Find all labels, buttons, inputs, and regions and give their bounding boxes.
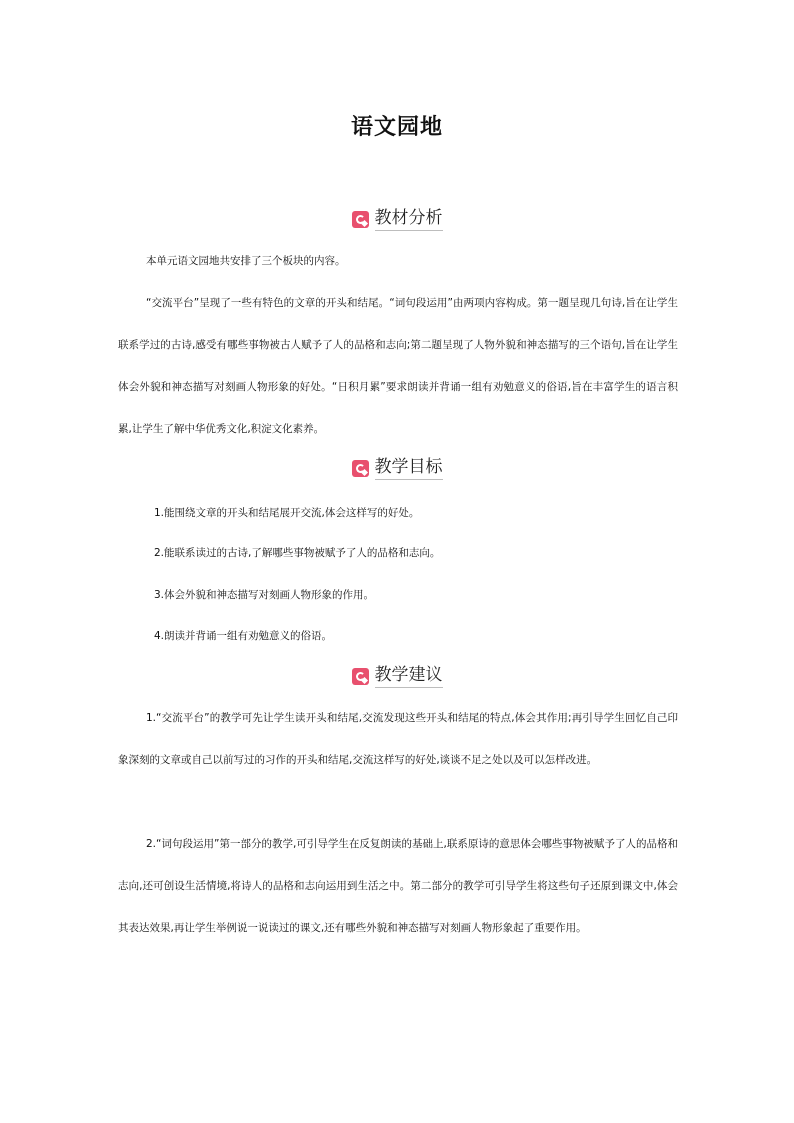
- goal-item-1: 1.能围绕文章的开头和结尾展开交流,体会这样写的好处。: [154, 507, 420, 519]
- goal-item-2: 2.能联系读过的古诗,了解哪些事物被赋予了人的品格和志向。: [154, 547, 441, 559]
- suggestion-paragraph-1: 1.“交流平台”的教学可先让学生读开头和结尾,交流发现这些开头和结尾的特点,体会其作用;再引导学生回忆自己印象深刻的文章或自己以前写过的习作的开头和结尾,交流这样写的好处,谈谈不足之处以及可以怎样改进。: [118, 712, 678, 766]
- section-header-goals: [0, 457, 794, 483]
- section-badge-icon: [352, 668, 369, 685]
- suggestion-paragraph-2: 2.“词句段运用”第一部分的教学,可引导学生在反复朗读的基础上,联系原诗的意思体会哪些事物被赋予了人的品格和志向,还可创设生活情境,将诗人的品格和志向运用到生活之中。第二部分的教学可引导学生将这些句子还原到课文中,体会其表达效果,再让学生举例说一说读过的课文,还有哪些外貌和神态描写对刻画人物形象起了重要作用。: [118, 838, 678, 934]
- page-title: 语文园地: [350, 114, 443, 140]
- goal-item-4: 4.朗读并背诵一组有劝勉意义的俗语。: [154, 630, 333, 642]
- goal-item-3: 3.体会外貌和神态描写对刻画人物形象的作用。: [154, 589, 375, 601]
- section-badge-icon: [352, 211, 369, 228]
- analysis-paragraph-1: 本单元语文园地共安排了三个板块的内容。: [146, 255, 346, 267]
- section-title-analysis: 教材分析: [375, 208, 443, 231]
- section-header-analysis: [0, 208, 794, 234]
- section-title-goals: 教学目标: [375, 457, 443, 480]
- section-header-suggestions: [0, 665, 794, 691]
- analysis-paragraph-2: “交流平台”呈现了一些有特色的文章的开头和结尾。“词句段运用”由两项内容构成。第一题呈现几句诗,旨在让学生联系学过的古诗,感受有哪些事物被古人赋予了人的品格和志向;第二题呈现了人物外貌和神态描写的三个语句,旨在让学生体会外貌和神态描写对刻画人物形象的好处。“日积月累”要求朗读并背诵一组有劝勉意义的俗语,旨在丰富学生的语言积累,让学生了解中华优秀文化,积淀文化素养。: [118, 297, 678, 435]
- section-title-suggestions: 教学建议: [375, 665, 443, 688]
- section-badge-icon: [352, 460, 369, 477]
